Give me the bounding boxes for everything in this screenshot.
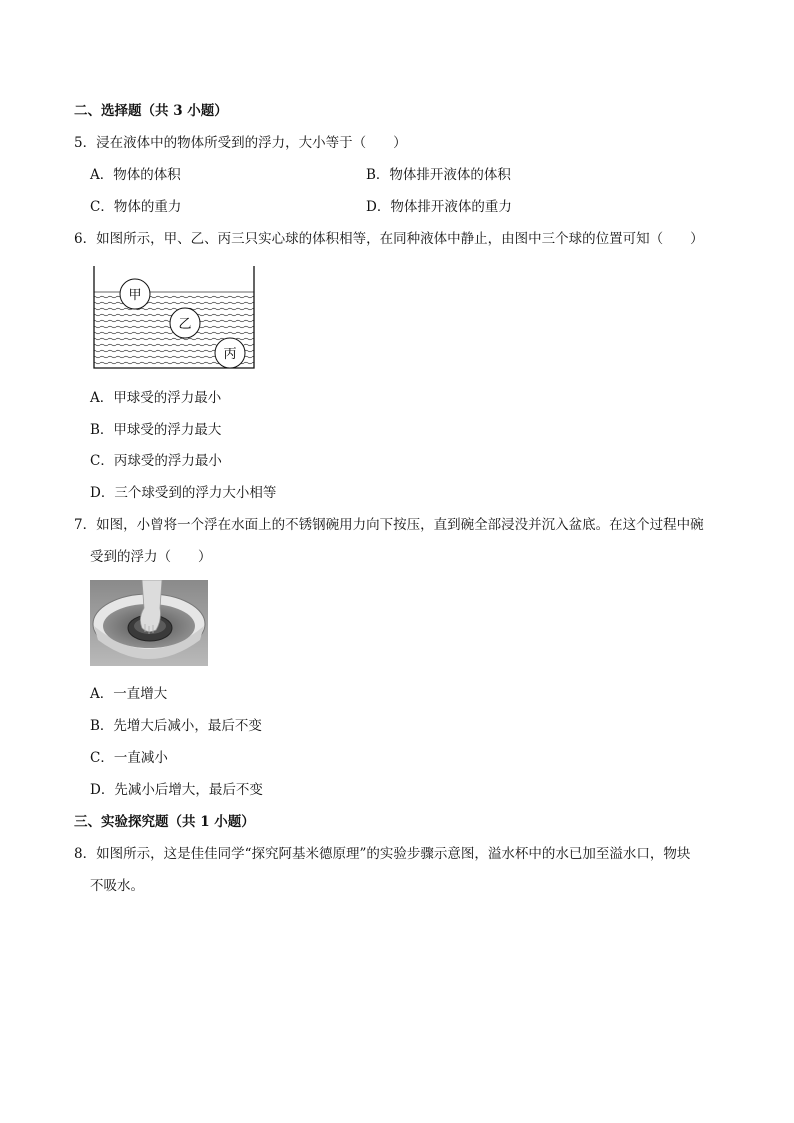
question-5-stem: 5．浸在液体中的物体所受到的浮力，大小等于（ ） [74, 135, 407, 151]
question-7-option-d: D．先减小后增大，最后不变 [90, 782, 263, 798]
ball-yi-label: 乙 [178, 317, 192, 332]
question-7-stem-line-1: 7．如图，小曾将一个浮在水面上的不锈钢碗用力向下按压，直到碗全部浸没并沉入盆底。在这个过程中碗 [74, 517, 704, 533]
question-7-option-a: A．一直增大 [90, 686, 168, 702]
section-3-heading: 三、实验探究题（共 1 小题） [74, 814, 255, 830]
question-6-figure-tank [92, 264, 258, 372]
question-5-option-d: D．物体排开液体的重力 [366, 199, 512, 215]
ball-yi [170, 308, 200, 338]
question-7-option-b: B．先增大后减小，最后不变 [90, 718, 262, 734]
question-7-stem-line-2: 受到的浮力（ ） [90, 549, 212, 565]
question-6-option-a: A．甲球受的浮力最小 [90, 390, 222, 406]
ball-bing-label: 丙 [223, 347, 237, 362]
ball-jia [120, 279, 150, 309]
question-6-stem: 6．如图所示，甲、乙、丙三只实心球的体积相等，在同种液体中静止，由图中三个球的位置可知（ ） [74, 231, 704, 247]
hand [140, 580, 162, 632]
question-8-stem-line-1: 8．如图所示，这是佳佳同学“探究阿基米德原理”的实验步骤示意图，溢水杯中的水已加至溢水口，物块 [74, 846, 691, 862]
ball-jia-label: 甲 [128, 288, 142, 303]
question-7-option-c: C．一直减小 [90, 750, 168, 766]
section-2-heading: 二、选择题（共 3 小题） [74, 103, 228, 119]
question-6-option-d: D．三个球受到的浮力大小相等 [90, 485, 277, 501]
question-6-option-b: B．甲球受的浮力最大 [90, 422, 222, 438]
question-8-stem-line-2: 不吸水。 [90, 878, 144, 894]
question-5-option-c: C．物体的重力 [90, 199, 182, 215]
question-6-option-c: C．丙球受的浮力最小 [90, 453, 222, 469]
question-5-option-b: B．物体排开液体的体积 [366, 167, 511, 183]
question-5-option-a: A．物体的体积 [90, 167, 181, 183]
ball-bing [215, 338, 245, 368]
question-7-photo-basin [90, 580, 208, 666]
